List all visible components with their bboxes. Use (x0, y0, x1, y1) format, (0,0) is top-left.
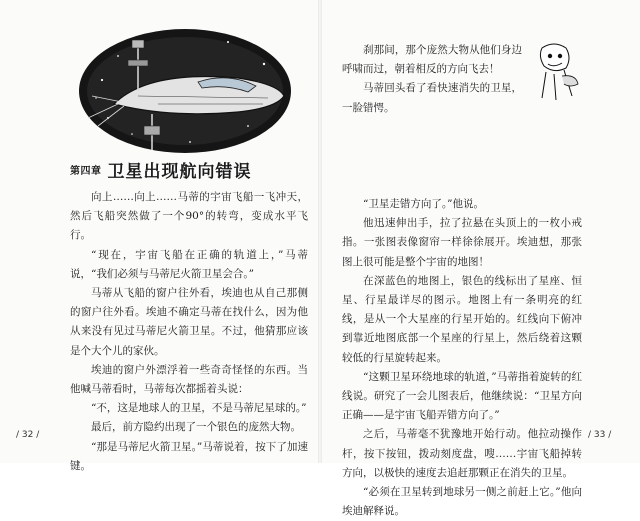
chapter-heading (70, 158, 252, 180)
right-top-text (342, 41, 522, 118)
paragraph: “卫星走错方向了。”他说。 (363, 198, 484, 210)
paragraph: 在深蓝色的地图上，银色的线标出了星座、恒星、行星最详尽的图示。地图上有一条明亮的红线，是从一个大星座的行星开始的。红线向下俯冲到靠近地图底部一个星座的行星上，然后绕着这颗较低的行星旋转起来。 (342, 274, 582, 364)
paragraph: 他迅速伸出手，拉了拉悬在头顶上的一枚小戒指。一张图表像窗帘一样徐徐展开。埃迪想，那张图上很可能是整个宇宙的地图！ (342, 217, 582, 268)
left-body-text (70, 188, 308, 476)
paragraph: 马蒂回头看了看快速消失的卫星，一脸错愕。 (342, 82, 522, 114)
page-number-right: / 33 / (588, 430, 612, 440)
page-number-left: / 32 / (16, 430, 40, 440)
paragraph: “必须在卫星转到地球另一侧之前赶上它。”他向埃迪解释说。 (342, 486, 582, 518)
paragraph: 向上……向上……马蒂的宇宙飞船一飞冲天，然后飞船突然做了一个90°的转弯，变成水平飞行。 (70, 191, 308, 242)
paragraph: “现在，宇宙飞船在正确的轨道上，”马蒂说，“我们必须与马蒂尼火箭卫星会合。” (70, 248, 308, 280)
left-page (0, 0, 318, 472)
character-sketch (532, 40, 582, 102)
paragraph: 之后，马蒂毫不犹豫地开始行动。他拉动操作杆，按下按钮，拨动刻度盘，嗖……宇宙飞船掉转方向，以极快的速度去追赶那颗正在消失的卫星。 (342, 428, 582, 479)
paragraph: 刹那间，那个庞然大物从他们身边呼啸而过，朝着相反的方向飞去！ (342, 44, 522, 76)
paragraph: 埃迪的窗户外漂浮着一些奇奇怪怪的东西。当他喊马蒂看时，马蒂每次都摇着头说： (70, 363, 308, 396)
paragraph: “那是马蒂尼火箭卫星。”马蒂说着，按下了加速键。 (70, 440, 308, 472)
paragraph: “不，这是地球人的卫星，不是马蒂尼星球的。” (91, 402, 307, 415)
chapter-title: 卫星出现航向错误 (107, 161, 252, 182)
paragraph: 最后，前方隐约出现了一个银色的庞然大物。 (91, 421, 301, 434)
paragraph: “这颗卫星环绕地球的轨道，”马蒂指着旋转的红线说。研究了一会儿图表后，他继续说：“卫星方向正确——是宇宙飞船弄错方向了。” (342, 370, 582, 422)
paragraph: 马蒂从飞船的窗户往外看，埃迪也从自己那侧的窗户往外看。埃迪不确定马蒂在找什么，因为他从来没有见过马蒂尼火箭卫星。不过，他猜那应该是个大个儿的家伙。 (70, 287, 308, 357)
chapter-label: 第四章 (70, 165, 102, 177)
spaceship-illustration (78, 26, 292, 156)
right-page (322, 0, 640, 518)
right-body-text (342, 195, 582, 521)
